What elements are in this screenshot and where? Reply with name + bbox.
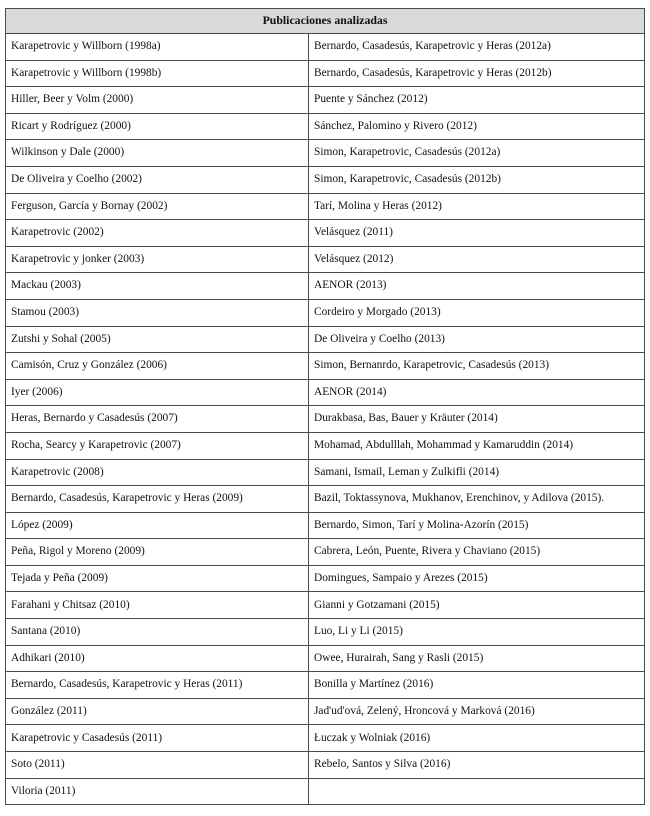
publication-cell-left: Karapetrovic (2008) [6, 459, 309, 486]
table-row [6, 512, 645, 539]
publication-cell-right: Rebelo, Santos y Silva (2016) [309, 752, 645, 779]
publication-cell-right: Velásquez (2011) [309, 220, 645, 247]
table-row [6, 166, 645, 193]
publication-cell-left: Karapetrovic (2002) [6, 220, 309, 247]
publication-cell-right: Sánchez, Palomino y Rivero (2012) [309, 113, 645, 140]
publication-cell-left: Karapetrovic y Willborn (1998b) [6, 60, 309, 87]
table-row [6, 645, 645, 672]
publication-cell-left: Ferguson, García y Bornay (2002) [6, 193, 309, 220]
publication-cell-right: AENOR (2014) [309, 379, 645, 406]
publication-cell-right: Simon, Bernanrdo, Karapetrovic, Casadesús (2013) [309, 353, 645, 380]
table-row [6, 432, 645, 459]
table-row [6, 592, 645, 619]
publication-cell-right: Cordeiro y Morgado (2013) [309, 299, 645, 326]
table-row [6, 672, 645, 699]
publication-cell-left: Rocha, Searcy y Karapetrovic (2007) [6, 432, 309, 459]
publication-cell-left: Karapetrovic y Willborn (1998a) [6, 34, 309, 61]
table-row [6, 725, 645, 752]
table-row [6, 379, 645, 406]
table-row [6, 459, 645, 486]
publication-cell-right: Bonilla y Martínez (2016) [309, 672, 645, 699]
table-row [6, 565, 645, 592]
publication-cell-right: Puente y Sánchez (2012) [309, 87, 645, 114]
publication-cell-left: Tejada y Peña (2009) [6, 565, 309, 592]
publication-cell-left: López (2009) [6, 512, 309, 539]
table-row [6, 273, 645, 300]
publication-cell-left: Peña, Rigol y Moreno (2009) [6, 539, 309, 566]
table-row [6, 87, 645, 114]
table-row [6, 60, 645, 87]
publication-cell-left: Ricart y Rodríguez (2000) [6, 113, 309, 140]
publication-cell-left: Mackau (2003) [6, 273, 309, 300]
table-row [6, 619, 645, 646]
publication-cell-left: Viloria (2011) [6, 778, 309, 805]
publication-cell-right [309, 778, 645, 805]
publication-cell-left: Soto (2011) [6, 752, 309, 779]
table-row [6, 140, 645, 167]
publication-cell-left: Heras, Bernardo y Casadesús (2007) [6, 406, 309, 433]
publication-cell-left: Hiller, Beer y Volm (2000) [6, 87, 309, 114]
table-row [6, 698, 645, 725]
table-row [6, 353, 645, 380]
publication-cell-left: Zutshi y Sohal (2005) [6, 326, 309, 353]
publication-cell-right: Samani, Ismail, Leman y Zulkifli (2014) [309, 459, 645, 486]
publication-cell-right: De Oliveira y Coelho (2013) [309, 326, 645, 353]
table-row [6, 326, 645, 353]
table-row [6, 778, 645, 805]
table-row [6, 113, 645, 140]
table-row [6, 406, 645, 433]
table-row [6, 486, 645, 513]
publication-cell-right: Jad'ud'ová, Zelený, Hroncová y Marková (2016) [309, 698, 645, 725]
publication-cell-right: Luo, Li y Li (2015) [309, 619, 645, 646]
table-header: Publicaciones analizadas [6, 9, 645, 34]
publication-cell-left: Adhikari (2010) [6, 645, 309, 672]
publication-cell-right: Gianni y Gotzamani (2015) [309, 592, 645, 619]
table-row [6, 34, 645, 61]
table-row [6, 246, 645, 273]
publication-cell-left: Iyer (2006) [6, 379, 309, 406]
publication-cell-right: Simon, Karapetrovic, Casadesús (2012b) [309, 166, 645, 193]
publication-cell-left: Stamou (2003) [6, 299, 309, 326]
publication-cell-right: Velásquez (2012) [309, 246, 645, 273]
table-row [6, 299, 645, 326]
publication-cell-right: Cabrera, León, Puente, Rivera y Chaviano (2015) [309, 539, 645, 566]
publication-cell-left: Karapetrovic y Casadesús (2011) [6, 725, 309, 752]
publication-cell-left: Farahani y Chitsaz (2010) [6, 592, 309, 619]
publication-cell-left: Wilkinson y Dale (2000) [6, 140, 309, 167]
publication-cell-right: Domingues, Sampaio y Arezes (2015) [309, 565, 645, 592]
publication-cell-left: De Oliveira y Coelho (2002) [6, 166, 309, 193]
publication-cell-right: Łuczak y Wolniak (2016) [309, 725, 645, 752]
publication-cell-right: Tarí, Molina y Heras (2012) [309, 193, 645, 220]
publication-cell-left: Santana (2010) [6, 619, 309, 646]
publication-cell-right: Simon, Karapetrovic, Casadesús (2012a) [309, 140, 645, 167]
table-row [6, 539, 645, 566]
table-header-row [6, 9, 645, 34]
publication-cell-right: Bazil, Toktassynova, Mukhanov, Erenchinov, y Adilova (2015). [309, 486, 645, 513]
publication-cell-right: Bernardo, Casadesús, Karapetrovic y Heras (2012b) [309, 60, 645, 87]
publication-cell-left: Camisón, Cruz y González (2006) [6, 353, 309, 380]
publication-cell-right: AENOR (2013) [309, 273, 645, 300]
publication-cell-left: Karapetrovic y jonker (2003) [6, 246, 309, 273]
publication-cell-left: González (2011) [6, 698, 309, 725]
publication-cell-right: Bernardo, Casadesús, Karapetrovic y Heras (2012a) [309, 34, 645, 61]
publication-cell-right: Durakbasa, Bas, Bauer y Kräuter (2014) [309, 406, 645, 433]
publication-cell-right: Bernardo, Simon, Tarí y Molina-Azorín (2015) [309, 512, 645, 539]
table-row [6, 752, 645, 779]
publication-cell-right: Owee, Hurairah, Sang y Rasli (2015) [309, 645, 645, 672]
publication-cell-left: Bernardo, Casadesús, Karapetrovic y Heras (2011) [6, 672, 309, 699]
publication-cell-right: Mohamad, Abdulllah, Mohammad y Kamaruddin (2014) [309, 432, 645, 459]
table-row [6, 220, 645, 247]
table-row [6, 193, 645, 220]
publication-cell-left: Bernardo, Casadesús, Karapetrovic y Heras (2009) [6, 486, 309, 513]
table-body [6, 34, 645, 805]
publications-table [5, 8, 645, 805]
